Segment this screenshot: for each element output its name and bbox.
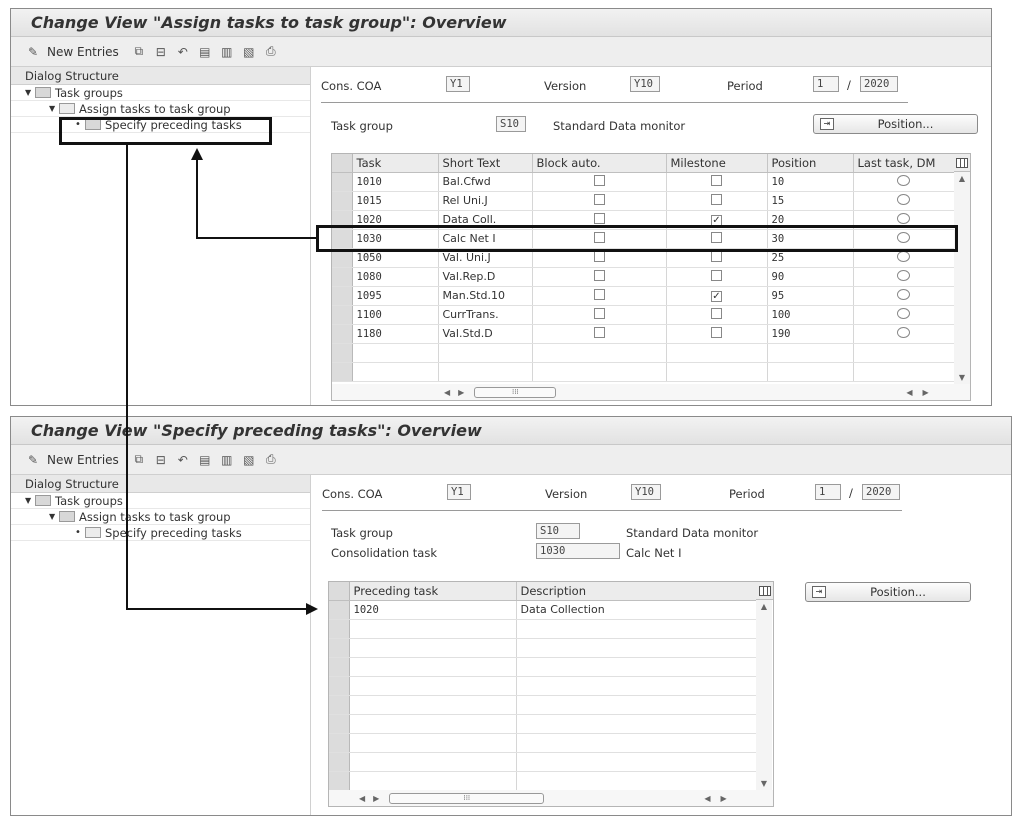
scroll-left-icon[interactable]: ◀ [704,793,711,803]
position-icon: ⇥ [820,118,834,130]
short-text-cell: Data Coll. [438,210,532,229]
column-header[interactable]: Task [352,154,438,172]
arrow-node-to-preceding [127,145,316,609]
column-header[interactable]: Position [767,154,853,172]
cons-coa-label: Cons. COA [321,79,382,93]
short-text-cell: Bal.Cfwd [438,172,532,191]
tree-label: Assign tasks to task group [79,509,231,524]
task-group-field: S10 [496,116,526,132]
version-field: Y10 [630,76,660,92]
preceding-task-cell[interactable]: 1020 [349,600,516,619]
tree-label: Task groups [55,85,123,100]
task-cell: 1030 [352,229,438,248]
period-field: 1 [813,76,839,92]
select-block-icon[interactable]: ▥ [221,452,233,467]
scroll-down-icon[interactable]: ▼ [760,779,768,788]
cons-coa-field: Y1 [446,76,470,92]
display-change-icon[interactable]: ✎ [27,452,39,467]
window-title: Change View "Specify preceding tasks": Overview [11,417,1011,445]
tree-label: Assign tasks to task group [79,101,231,116]
column-header[interactable]: Short Text [438,154,532,172]
short-text-cell: Man.Std.10 [438,286,532,305]
collapse-triangle-icon[interactable]: ▼ [49,104,56,113]
delete-icon[interactable]: ⊟ [155,452,166,467]
tree-label: Specify preceding tasks [105,117,242,132]
milestone-checkbox[interactable]: ✓ [712,291,721,302]
milestone-checkbox[interactable]: ✓ [712,215,721,226]
scroll-up-icon[interactable]: ▲ [958,174,966,183]
task-cell: 1010 [352,172,438,191]
version-label: Version [544,79,587,93]
task-group-text: Standard Data monitor [626,526,759,540]
display-change-icon[interactable]: ✎ [27,44,39,59]
column-header[interactable]: Block auto. [532,154,666,172]
position-cell[interactable]: 25 [767,248,853,267]
position-cell[interactable]: 90 [767,267,853,286]
position-button-label: Position... [877,117,934,131]
year-field: 2020 [862,484,900,500]
position-cell[interactable]: 95 [767,286,853,305]
short-text-cell: CurrTrans. [438,305,532,324]
period-label: Period [729,487,765,501]
select-all-icon[interactable]: ▤ [199,44,211,59]
period-field: 1 [815,484,841,500]
task-cell: 1095 [352,286,438,305]
tree-label: Specify preceding tasks [105,525,242,540]
short-text-cell: Val.Std.D [438,324,532,343]
version-field: Y10 [631,484,661,500]
window-title: Change View "Assign tasks to task group": Overview [11,9,991,37]
scroll-right-icon[interactable]: ▶ [458,387,465,397]
scroll-right-icon[interactable]: ▶ [922,387,929,397]
deselect-all-icon[interactable]: ▧ [243,452,255,467]
cons-coa-field: Y1 [447,484,471,500]
position-cell[interactable]: 30 [767,229,853,248]
position-icon: ⇥ [812,586,826,598]
print-icon[interactable]: ⎙ [265,44,276,58]
consolidation-task-text: Calc Net I [626,546,682,560]
task-group-field: S10 [536,523,580,539]
short-text-cell: Val.Rep.D [438,267,532,286]
arrow-row-to-node [197,150,316,238]
task-group-label: Task group [331,526,393,540]
task-cell: 1050 [352,248,438,267]
position-cell[interactable]: 190 [767,324,853,343]
scroll-left-icon[interactable]: ◀ [359,793,366,803]
short-text-cell: Rel Uni.J [438,191,532,210]
position-cell[interactable]: 20 [767,210,853,229]
task-group-text: Standard Data monitor [553,119,686,133]
scroll-right-icon[interactable]: ▶ [720,793,727,803]
scroll-down-icon[interactable]: ▼ [958,373,966,382]
undo-icon[interactable]: ↶ [177,44,188,59]
tree-label: Task groups [55,493,123,508]
consolidation-task-label: Consolidation task [331,546,438,560]
new-entries-button[interactable]: New Entries [47,44,119,59]
consolidation-task-field: 1030 [536,543,620,559]
short-text-cell: Val. Uni.J [438,248,532,267]
position-cell[interactable]: 10 [767,172,853,191]
scroll-thumb[interactable]: ⁞⁞⁞ [389,793,544,804]
column-header[interactable]: Last task, DM [853,154,954,172]
scroll-up-icon[interactable]: ▲ [760,602,768,611]
collapse-triangle-icon[interactable]: ▼ [25,88,32,97]
short-text-cell: Calc Net I [438,229,532,248]
version-label: Version [545,487,588,501]
dialog-structure-heading: Dialog Structure [11,475,310,493]
year-field: 2020 [860,76,898,92]
bullet-icon: • [75,119,81,130]
position-button-label: Position... [870,585,926,599]
position-cell[interactable]: 15 [767,191,853,210]
copy-icon[interactable]: ⧉ [134,452,144,466]
select-block-icon[interactable]: ▥ [221,44,233,59]
scroll-left-icon[interactable]: ◀ [906,387,913,397]
scroll-left-icon[interactable]: ◀ [444,387,451,397]
collapse-triangle-icon[interactable]: ▼ [49,512,56,521]
column-header[interactable]: Description [516,582,756,600]
column-header[interactable]: Milestone [666,154,767,172]
bullet-icon: • [75,527,81,538]
description-cell: Data Collection [516,600,756,619]
new-entries-button[interactable]: New Entries [47,452,119,467]
scroll-right-icon[interactable]: ▶ [373,793,380,803]
column-header[interactable]: Preceding task [349,582,516,600]
collapse-triangle-icon[interactable]: ▼ [25,496,32,505]
period-separator: / [849,486,853,500]
dialog-structure-heading: Dialog Structure [11,67,310,85]
task-group-label: Task group [331,119,393,133]
undo-icon[interactable]: ↶ [177,452,188,467]
task-cell: 1015 [352,191,438,210]
scroll-thumb[interactable]: ⁞⁞⁞ [474,387,556,398]
deselect-all-icon[interactable]: ▧ [243,44,255,59]
task-cell: 1020 [352,210,438,229]
position-cell[interactable]: 100 [767,305,853,324]
task-cell: 1180 [352,324,438,343]
period-label: Period [727,79,763,93]
task-cell: 1080 [352,267,438,286]
print-icon[interactable]: ⎙ [265,452,276,466]
copy-icon[interactable]: ⧉ [134,44,144,58]
task-cell: 1100 [352,305,438,324]
period-separator: / [847,78,851,92]
cons-coa-label: Cons. COA [322,487,383,501]
select-all-icon[interactable]: ▤ [199,452,211,467]
delete-icon[interactable]: ⊟ [155,44,166,59]
